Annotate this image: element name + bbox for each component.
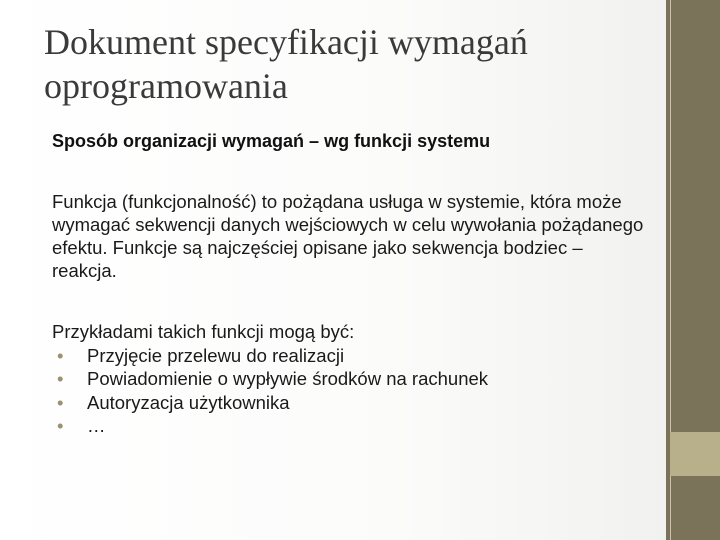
slide-title: Dokument specyfikacji wymagań oprogramowania: [44, 22, 528, 106]
list-item: [52, 344, 652, 368]
bullet-icon: •: [57, 344, 64, 366]
list-item: [52, 391, 652, 415]
bullet-icon: •: [57, 415, 64, 436]
examples-section: [52, 320, 652, 438]
examples-list: [52, 344, 652, 438]
list-item: [52, 367, 652, 391]
list-item-text: …: [87, 415, 106, 436]
bullet-icon: •: [57, 391, 64, 413]
slide-subtitle: Sposób organizacji wymagań – wg funkcji systemu: [52, 131, 491, 151]
list-item: [52, 414, 652, 438]
examples-intro: Przykładami takich funkcji mogą być:: [52, 321, 355, 342]
list-item-text: Powiadomienie o wypływie środków na rachunek: [87, 368, 489, 389]
list-item-text: Autoryzacja użytkownika: [87, 391, 290, 413]
list-item-text: Przyjęcie przelewu do realizacji: [87, 344, 345, 366]
definition-paragraph: Funkcja (funkcjonalność) to pożądana usługa w systemie, która może wymagać sekwencji danych wejściowych w celu wywołania pożądanego efektu. Funkcje są najczęściej opisane jako sekwencja bodziec – reakcja.: [52, 191, 644, 281]
definition-section: [52, 190, 652, 282]
bullet-icon: •: [57, 368, 64, 389]
sidebar-accent-block: [670, 432, 720, 476]
